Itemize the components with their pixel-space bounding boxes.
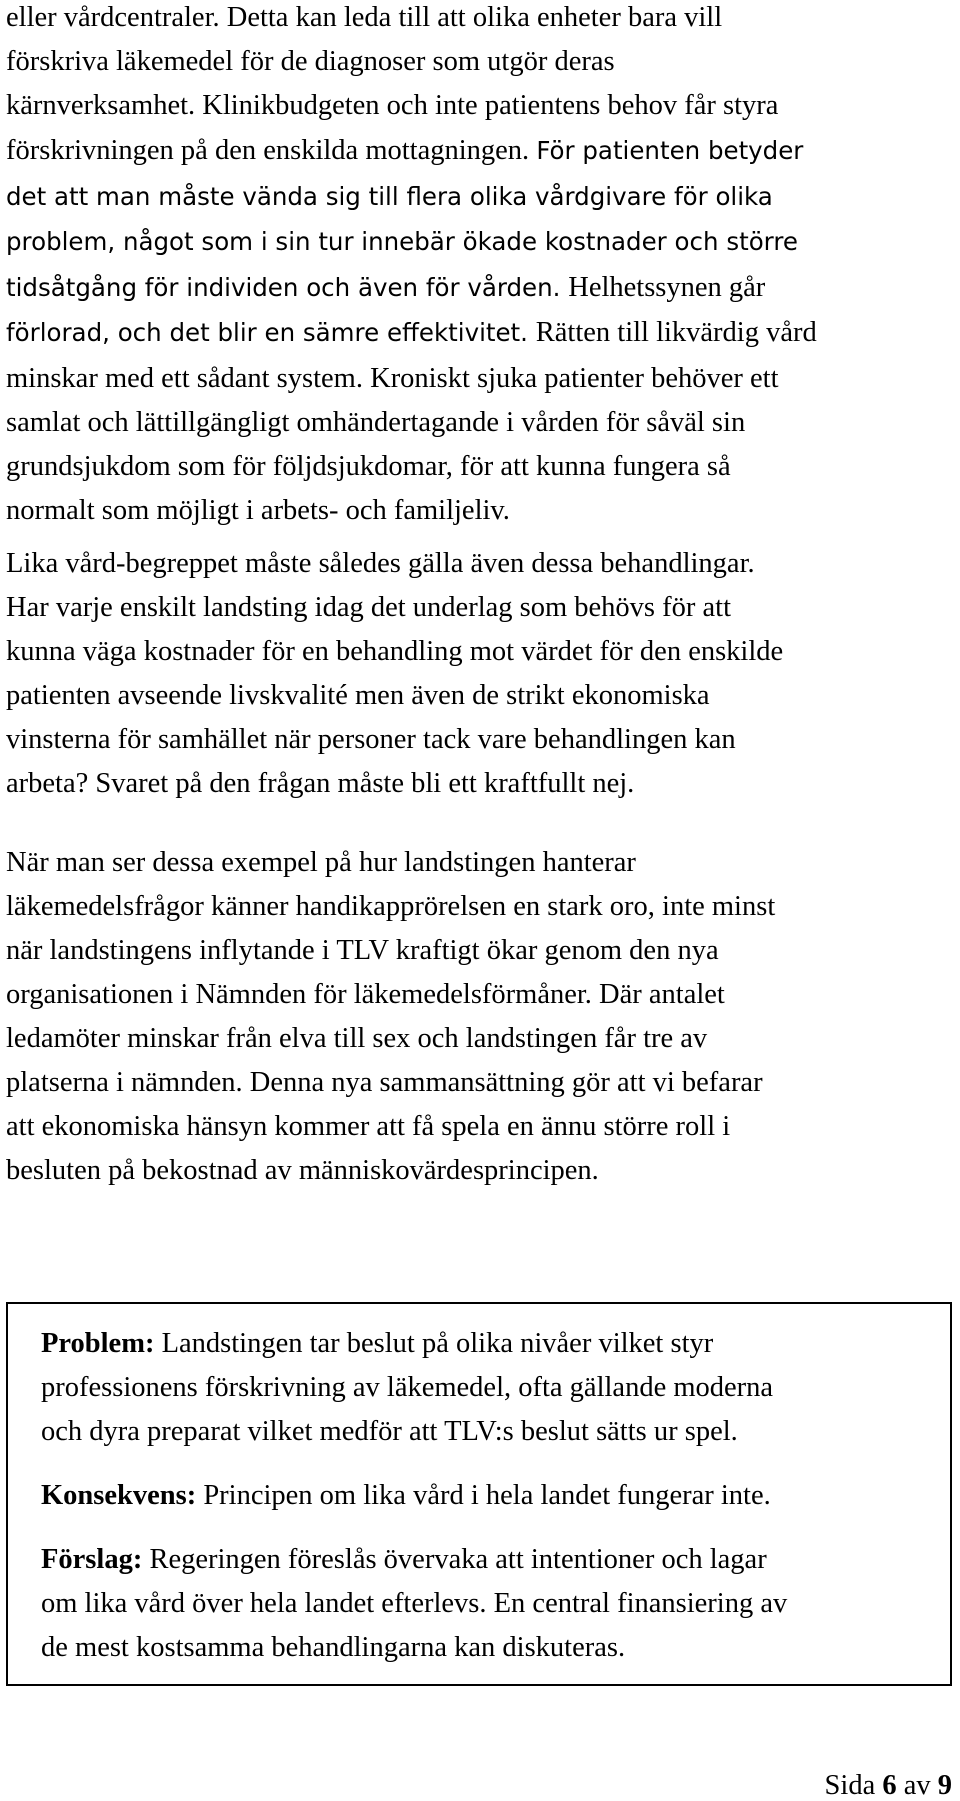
text-line	[6, 310, 946, 356]
text-line: Har varje enskilt landsting idag det underlag som behövs för att	[6, 592, 731, 623]
text-line	[41, 1322, 941, 1366]
text-line: platserna i nämnden. Denna nya sammansättning gör att vi befarar	[6, 1067, 763, 1098]
forslag-section	[41, 1538, 941, 1670]
summary-box	[6, 1302, 952, 1686]
text-line: samlat och lättillgängligt omhändertagande i vården för såväl sin	[6, 407, 746, 438]
text-line: vinsterna för samhället när personer tack vare behandlingen kan	[6, 724, 736, 755]
text-segment: Landstingen tar beslut på olika nivåer vilket styr	[154, 1328, 714, 1359]
text-line: ledamöter minskar från elva till sex och landstingen får tre av	[6, 1023, 708, 1054]
text-segment: tidsåtgång för individen och även för vården.	[6, 272, 569, 302]
text-line	[6, 128, 946, 174]
text-line: och dyra preparat vilket medför att TLV:s beslut sätts ur spel.	[41, 1416, 738, 1447]
text-segment: Regeringen föreslås övervaka att intentioner och lagar	[142, 1544, 767, 1575]
text-line: problem, något som i sin tur innebär ökade kostnader och större	[6, 227, 798, 256]
text-line: arbeta? Svaret på den frågan måste bli ett kraftfullt nej.	[6, 768, 635, 799]
page-number-current: 6	[882, 1770, 897, 1801]
text-segment: Helhetssynen går	[568, 271, 766, 303]
page-number-total: 9	[937, 1770, 952, 1801]
forslag-label: Förslag:	[41, 1544, 143, 1575]
text-segment: Rätten till likvärdig vård	[535, 317, 817, 348]
paragraph-1	[6, 0, 946, 533]
paragraph-3	[6, 841, 946, 1193]
text-segment: Kroniskt sjuka patienter behöver ett	[370, 362, 779, 394]
problem-section	[41, 1322, 941, 1454]
text-line: när landstingens inflytande i TLV kraftigt ökar genom den nya	[6, 935, 719, 966]
text-line	[41, 1474, 941, 1518]
text-line: förskriva läkemedel för de diagnoser som utgör deras	[6, 46, 615, 77]
text-line: att ekonomiska hänsyn kommer att få spela en ännu större roll i	[6, 1111, 731, 1142]
text-line: besluten på bekostnad av människovärdesprincipen.	[6, 1155, 599, 1186]
page-number-prefix: Sida	[824, 1770, 883, 1801]
text-line: om lika vård över hela landet efterlevs. En central finansiering av	[41, 1588, 788, 1619]
text-line: professionens förskrivning av läkemedel, ofta gällande moderna	[41, 1372, 774, 1403]
page-number	[825, 1772, 952, 1800]
text-line: eller vårdcentraler. Detta kan leda till att olika enheter bara vill	[6, 2, 723, 33]
text-line: När man ser dessa exempel på hur landstingen hanterar	[6, 847, 636, 878]
text-line: normalt som möjligt i arbets- och familjeliv.	[6, 495, 510, 526]
text-line: kunna väga kostnader för en behandling mot värdet för den enskilde	[6, 636, 784, 667]
text-segment: För patienten betyder	[536, 136, 804, 165]
text-line: det att man måste vända sig till flera olika vårdgivare för olika	[6, 181, 773, 211]
text-line	[6, 265, 946, 311]
problem-label: Problem:	[41, 1328, 155, 1359]
text-line: grundsjukdom som för följdsjukdomar, för att kunna fungera så	[6, 451, 731, 482]
konsekvens-label: Konsekvens:	[41, 1480, 197, 1511]
text-line: patienten avseende livskvalité men även de strikt ekonomiska	[6, 680, 710, 711]
text-line: Lika vård-begreppet måste således gälla även dessa behandlingar.	[6, 548, 755, 579]
text-line	[6, 356, 946, 402]
text-line	[41, 1538, 941, 1582]
text-segment: minskar med ett sådant system.	[6, 362, 371, 394]
text-segment: Principen om lika vård i hela landet fungerar inte.	[196, 1480, 771, 1511]
page-number-middle: av	[896, 1770, 938, 1801]
text-line: kärnverksamhet. Klinikbudgeten och inte patientens behov får styra	[6, 90, 779, 121]
text-line: organisationen i Nämnden för läkemedelsförmåner. Där antalet	[6, 979, 725, 1010]
paragraph-2	[6, 542, 946, 806]
konsekvens-section	[41, 1474, 941, 1518]
text-segment: förlorad, och det blir en sämre effektivitet.	[6, 318, 536, 347]
text-line: läkemedelsfrågor känner handikapprörelsen en stark oro, inte minst	[6, 891, 776, 922]
text-segment: förskrivningen på den enskilda mottagningen.	[6, 135, 537, 166]
text-line: de mest kostsamma behandlingarna kan diskuteras.	[41, 1632, 626, 1663]
